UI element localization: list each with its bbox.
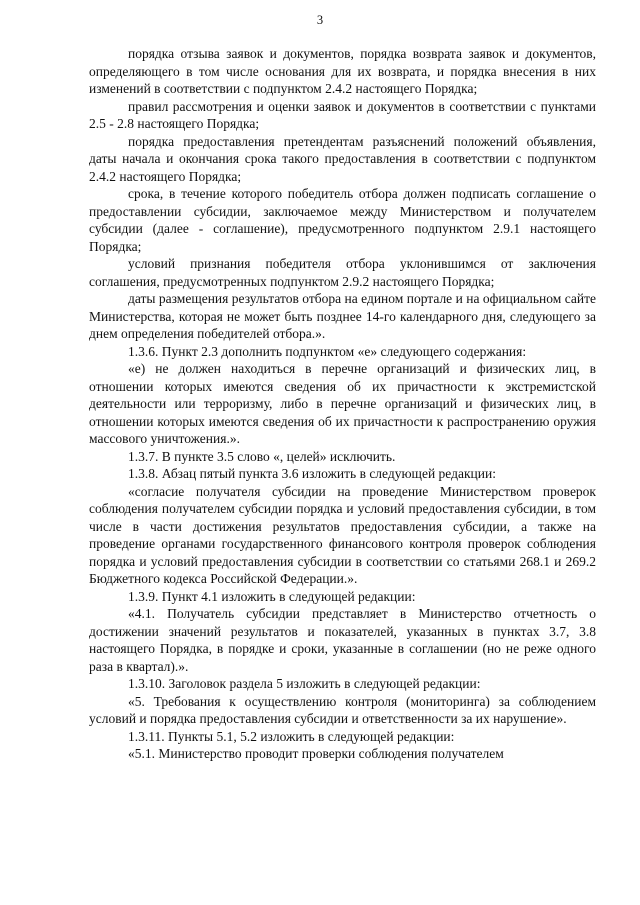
paragraph: 1.3.6. Пункт 2.3 дополнить подпунктом «е» следующего содержания:: [128, 343, 527, 359]
page-number: 3: [316, 13, 324, 27]
paragraph: 1.3.8. Абзац пятый пункта 3.6 изложить в следующей редакции:: [128, 466, 496, 481]
paragraph: «согласие получателя субсидии на проведение Министерством проверок соблюдения получателем субсидии порядка и условий предоставления субсидии, в том числе в части достижения результатов предоставления субсидии, а также на проведение органами государственного финансового контроля проверок соблюдения порядка и условий предоставления субсидии в соответствии со статьями 268.1 и 269.2 Бюджетного кодекса Российской Федерации.».: [89, 483, 596, 586]
paragraph: 1.3.11. Пункты 5.1, 5.2 изложить в следующей редакции:: [128, 728, 455, 744]
paragraph: срока, в течение которого победитель отбора должен подписать соглашение о предоставлении субсидии, заключаемое между Министерством и получателем субсидии (далее - соглашение), предусмотренного подпунктом 2.9.1 настоящего Порядка;: [89, 186, 596, 254]
paragraph: «4.1. Получатель субсидии представляет в Министерство отчетность о достижении значений результатов и показателей, указанных в пунктах 3.7, 3.8 настоящего Порядка, в порядке и сроки, указанные в соглашении (но не реже одного раза в квартал).».: [89, 606, 596, 674]
paragraph: 1.3.7. В пункте 3.5 слово «, целей» исключить.: [128, 448, 396, 464]
paragraph: «5. Требования к осуществлению контроля (мониторинга) за соблюдением условий и порядка предоставления субсидии и ответственности за их нарушение».: [89, 693, 596, 726]
paragraph: условий признания победителя отбора уклонившимся от заключения соглашения, предусмотренных подпунктом 2.9.2 настоящего Порядка;: [89, 256, 596, 289]
paragraph: порядка отзыва заявок и документов, порядка возврата заявок и документов, определяющего в том числе основания для их возврата, и порядка внесения в них изменений в соответствии с подпунктом 2.4.2 настоящего Порядка;: [89, 46, 596, 96]
paragraph: даты размещения результатов отбора на едином портале и на официальном сайте Министерства, которая не может быть позднее 14-го календарного дня, следующего за днем определения победителей отбора.».: [89, 291, 596, 341]
paragraph: правил рассмотрения и оценки заявок и документов в соответствии с пунктами 2.5 - 2.8 настоящего Порядка;: [89, 98, 596, 131]
document-body: [89, 45, 596, 763]
paragraph: 1.3.10. Заголовок раздела 5 изложить в следующей редакции:: [128, 676, 481, 691]
paragraph: «е) не должен находиться в перечне организаций и физических лиц, в отношении которых имеются сведения об их причастности к экстремистской деятельности или терроризму, либо в перечне организаций и физических лиц, в отношении которых имеются сведения об их причастности к распространению оружия массового уничтожения.».: [89, 361, 596, 446]
paragraph: порядка предоставления претендентам разъяснений положений объявления, даты начала и окончания срока такого предоставления в соответствии с подпунктом 2.4.2 настоящего Порядка;: [89, 133, 596, 184]
paragraph: 1.3.9. Пункт 4.1 изложить в следующей редакции:: [128, 588, 416, 604]
paragraph: «5.1. Министерство проводит проверки соблюдения получателем: [128, 746, 504, 761]
